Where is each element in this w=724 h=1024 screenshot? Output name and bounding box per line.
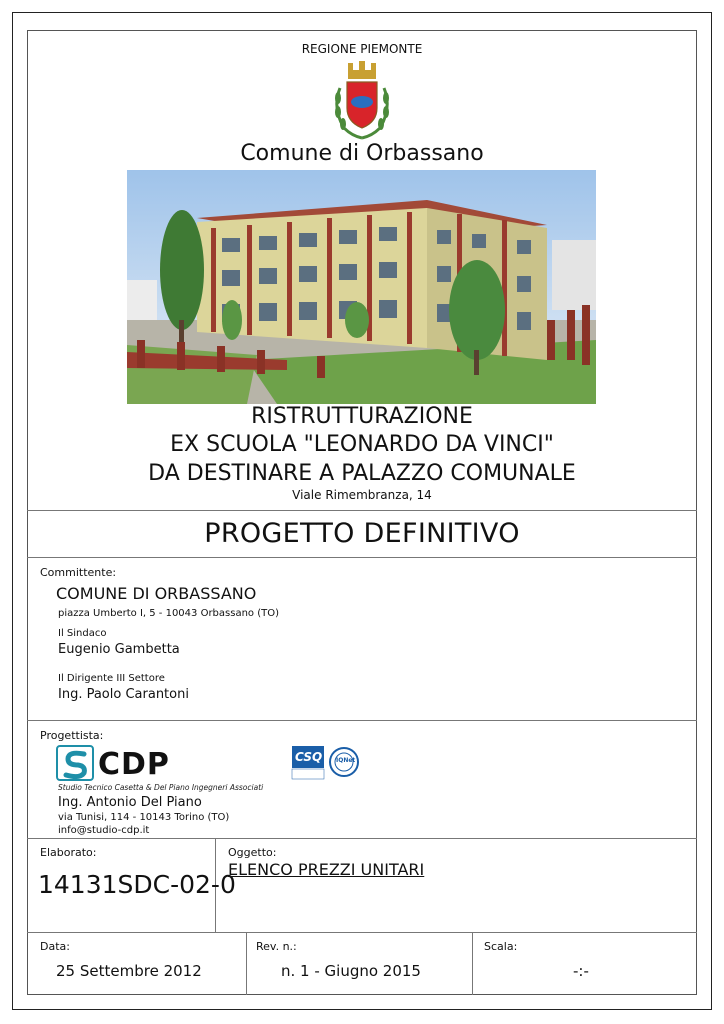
municipal-crest-icon: [330, 58, 394, 140]
divider-data: [246, 932, 247, 995]
divider-rev: [472, 932, 473, 995]
rev-label: Rev. n.:: [256, 940, 297, 953]
divider-client: [27, 720, 697, 721]
building-rendering: [127, 170, 596, 404]
designer-email: info@studio-cdp.it: [58, 825, 150, 836]
oggetto-value: ELENCO PREZZI UNITARI: [228, 860, 425, 879]
project-title-line-3: DA DESTINARE A PALAZZO COMUNALE: [148, 461, 576, 486]
cdp-logo-mark-icon: [56, 745, 96, 783]
elaborato-code: 14131SDC-02-0: [38, 870, 236, 899]
project-phase: PROGETTO DEFINITIVO: [204, 518, 520, 549]
engineer-name: Ing. Antonio Del Piano: [58, 795, 202, 810]
scala-label: Scala:: [484, 940, 518, 953]
client-name: COMUNE DI ORBASSANO: [56, 584, 257, 603]
divider-designer: [27, 838, 697, 839]
oggetto-label: Oggetto:: [228, 846, 277, 859]
municipality-name: Comune di Orbassano: [240, 141, 484, 166]
project-address: Viale Rimembranza, 14: [292, 488, 432, 502]
data-label: Data:: [40, 940, 70, 953]
certification-logos: [291, 745, 361, 787]
mayor-name: Eugenio Gambetta: [58, 642, 180, 657]
client-label: Committente:: [40, 566, 117, 579]
project-title-line-1: RISTRUTTURAZIONE: [251, 404, 473, 429]
cert-logo2-text: IQNet: [336, 757, 356, 764]
divider-phase: [27, 557, 697, 558]
elaborato-label: Elaborato:: [40, 846, 97, 859]
designer-address: via Tunisi, 114 - 10143 Torino (TO): [58, 812, 230, 823]
divider-title: [27, 510, 697, 511]
rev-value: n. 1 - Giugno 2015: [281, 962, 421, 980]
cdp-logo: [56, 745, 268, 795]
scala-value: -:-: [573, 962, 589, 980]
cert-logo-text: CSQ: [295, 750, 323, 764]
mayor-label: Il Sindaco: [58, 628, 107, 639]
cdp-logo-text: CDP: [98, 747, 170, 782]
data-value: 25 Settembre 2012: [56, 962, 202, 980]
client-address: piazza Umberto I, 5 - 10043 Orbassano (TO): [58, 608, 279, 619]
cdp-logo-subtitle: Studio Tecnico Casetta & Del Piano Ingegneri Associati: [58, 783, 264, 792]
director-label: Il Dirigente III Settore: [58, 673, 165, 684]
designer-label: Progettista:: [40, 729, 104, 742]
director-name: Ing. Paolo Carantoni: [58, 687, 189, 702]
region-name: REGIONE PIEMONTE: [301, 42, 423, 56]
project-title-line-2: EX SCUOLA "LEONARDO DA VINCI": [170, 432, 554, 457]
divider-document: [27, 932, 697, 933]
